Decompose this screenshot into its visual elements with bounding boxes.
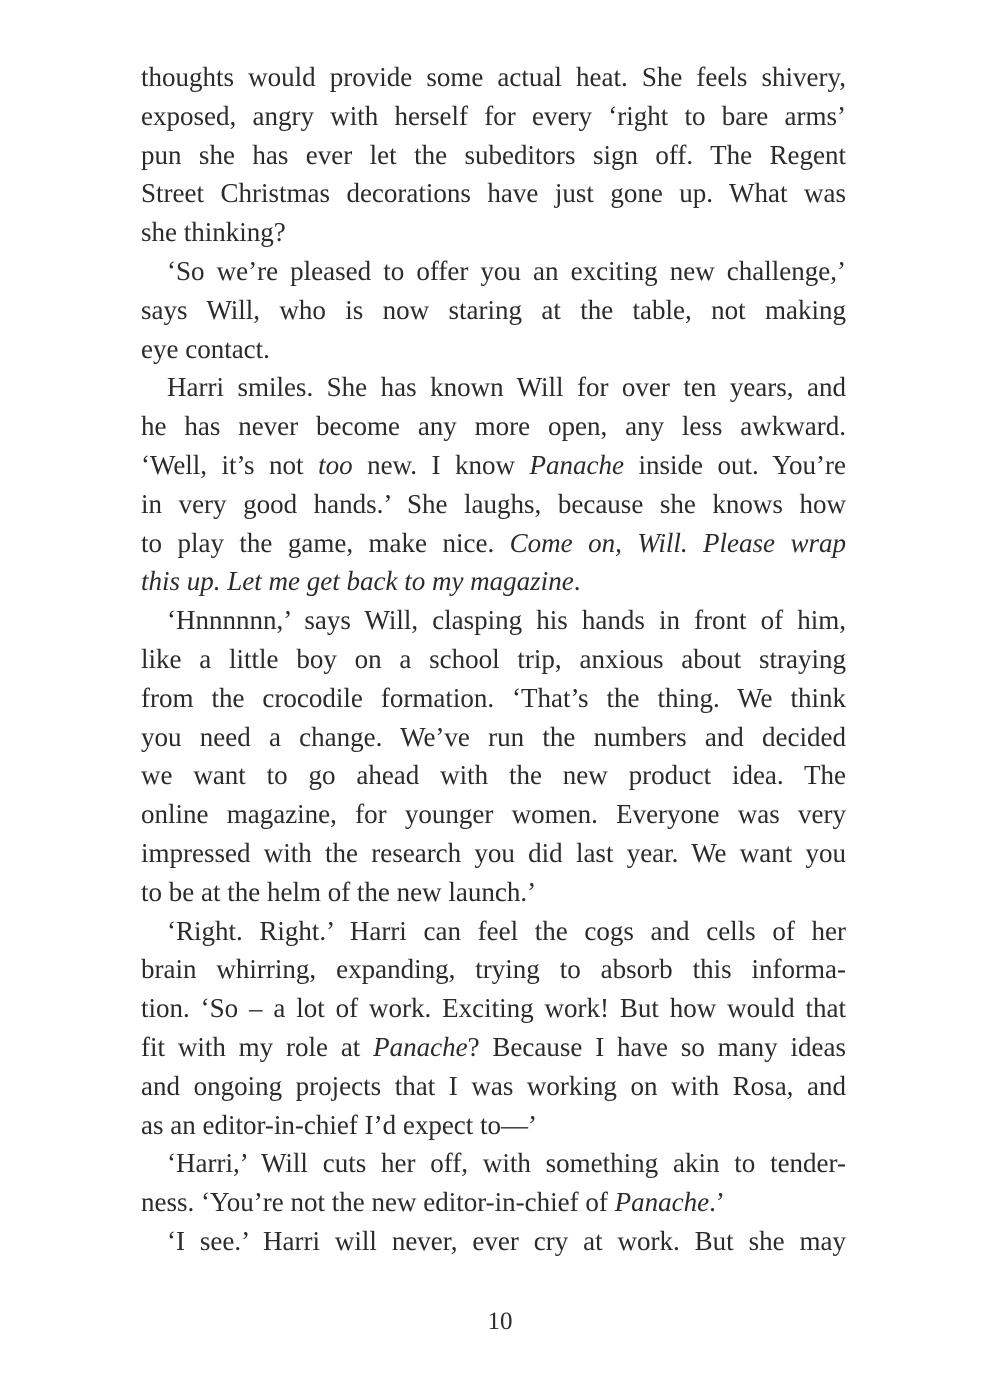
text-segment: .’	[709, 1187, 725, 1218]
italic-text: Come on, Will. Please wrap	[509, 527, 846, 558]
text-segment: says Will, who is now staring at the table, not making	[141, 294, 846, 325]
text-segment: new. I know	[352, 449, 530, 480]
text-segment: ‘Harri,’ Will cuts her off, with something akin to tender-	[167, 1148, 846, 1179]
text-line	[141, 795, 846, 834]
italic-text: Panache	[614, 1187, 710, 1218]
text-segment: ‘Right. Right.’ Harri can feel the cogs and cells of her	[167, 915, 846, 946]
text-line	[141, 1028, 846, 1067]
text-line	[141, 330, 846, 369]
text-segment: .	[573, 566, 581, 597]
text-segment: fit with my role at	[141, 1031, 374, 1062]
text-line	[141, 213, 846, 252]
text-segment: to play the game, make nice.	[141, 527, 510, 558]
text-segment: thoughts would provide some actual heat. She feels shivery,	[141, 62, 846, 92]
text-line	[141, 601, 846, 640]
body-text	[141, 58, 846, 1261]
text-line	[141, 1144, 846, 1183]
text-segment: like a little boy on a school trip, anxious about straying	[141, 643, 846, 674]
text-line	[141, 640, 846, 679]
text-line	[141, 912, 846, 951]
text-segment: as an editor-in-chief I’d expect to—’	[141, 1109, 538, 1140]
text-line	[141, 174, 846, 213]
text-line	[141, 562, 846, 601]
text-line	[141, 252, 846, 291]
text-line	[141, 950, 846, 989]
text-segment: you need a change. We’ve run the numbers and decided	[141, 721, 846, 752]
text-segment: ness. ‘You’re not the new editor-in-chief of	[141, 1187, 615, 1218]
text-segment: eye contact.	[141, 333, 270, 364]
text-segment: she thinking?	[141, 217, 286, 248]
text-segment: impressed with the research you did last year. We want you	[141, 837, 846, 868]
text-line	[141, 989, 846, 1028]
text-segment: he has never become any more open, any less awkward.	[141, 411, 846, 442]
text-segment: Street Christmas decorations have just gone up. What was	[141, 178, 846, 209]
text-line	[141, 136, 846, 175]
text-line	[141, 718, 846, 757]
text-segment: we want to go ahead with the new product idea. The	[141, 760, 846, 791]
italic-text: this up. Let me get back to my magazine	[141, 566, 574, 597]
text-segment: inside out. You’re	[624, 449, 846, 480]
text-segment: brain whirring, expanding, trying to absorb this informa-	[141, 954, 846, 985]
italic-text: too	[318, 449, 353, 480]
text-segment: Harri smiles. She has known Will for over ten years, and	[167, 372, 846, 403]
italic-text: Panache	[373, 1031, 468, 1062]
text-segment: ‘I see.’ Harri will never, ever cry at work. But she may	[167, 1225, 846, 1256]
text-line	[141, 1067, 846, 1106]
text-segment: exposed, angry with herself for every ‘right to bare arms’	[141, 100, 846, 131]
text-line	[141, 58, 846, 97]
text-line	[141, 524, 846, 563]
text-segment: ‘Hnnnnnn,’ says Will, clasping his hands in front of him,	[167, 605, 846, 636]
text-segment: online magazine, for younger women. Everyone was very	[141, 799, 846, 830]
text-line	[141, 407, 846, 446]
text-segment: from the crocodile formation. ‘That’s the thing. We think	[141, 682, 846, 713]
text-line	[141, 368, 846, 407]
text-segment: in very good hands.’ She laughs, because she knows how	[141, 488, 846, 519]
text-line	[141, 873, 846, 912]
text-segment: tion. ‘So – a lot of work. Exciting work! But how would that	[141, 993, 846, 1024]
text-line	[141, 446, 846, 485]
text-line	[141, 834, 846, 873]
text-line	[141, 1222, 846, 1261]
text-line	[141, 756, 846, 795]
text-segment: to be at the helm of the new launch.’	[141, 876, 537, 907]
text-segment: pun she has ever let the subeditors sign off. The Regent	[141, 139, 846, 170]
text-line	[141, 485, 846, 524]
text-line	[141, 291, 846, 330]
text-line	[141, 1183, 846, 1222]
text-segment: and ongoing projects that I was working on with Rosa, and	[141, 1070, 846, 1101]
text-line	[141, 679, 846, 718]
text-segment: ? Because I have so many ideas	[467, 1031, 846, 1062]
italic-text: Panache	[529, 449, 624, 480]
text-segment: ‘So we’re pleased to offer you an exciting new challenge,’	[167, 255, 846, 286]
text-line	[141, 97, 846, 136]
text-line	[141, 1106, 846, 1145]
page-number: 10	[487, 1308, 513, 1335]
text-segment: ‘Well, it’s not	[141, 449, 319, 480]
